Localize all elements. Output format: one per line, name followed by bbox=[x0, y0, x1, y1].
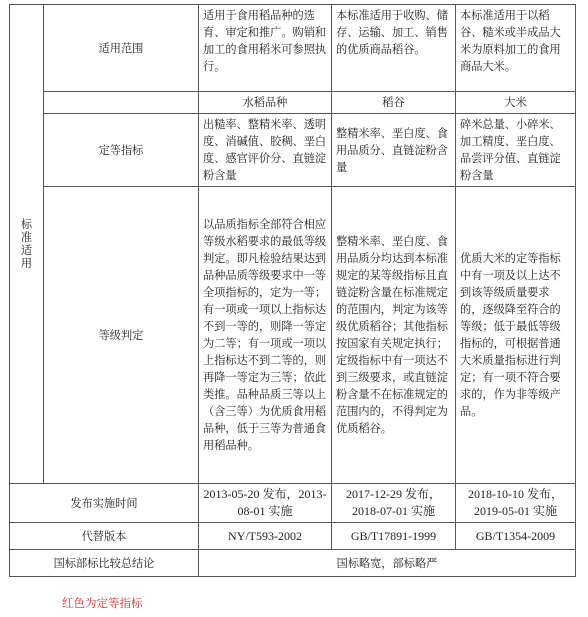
conclusion-row bbox=[10, 550, 576, 577]
grading-indicators-rice: 碎米总量、小碎米、加工精度、垩白度、品尝评分值、直链淀粉含量 bbox=[456, 114, 576, 187]
scope-label: 适用范围 bbox=[44, 5, 199, 92]
group-label: 标准适用 bbox=[20, 218, 33, 270]
scope-variety: 适用于食用稻品种的选育、审定和推广。购销和加工的食用稻米可参照执行。 bbox=[199, 5, 332, 92]
grade-judgment-paddy: 整精米率、垩白度、食用品质分均达到本标准规定的某等级指标且直链淀粉含量在标准规定的范围内，判定为该等级优质稻谷；其他指标按国家有关规定执行；定级指标中有一项达不到三级要求，或直链淀粉含量不在标准规定的范围内的，不得判定为优质稻谷。 bbox=[332, 187, 456, 484]
header-variety: 水稻品种 bbox=[199, 92, 332, 114]
grade-judgment-label: 等级判定 bbox=[44, 187, 199, 484]
release-rice: 2018-10-10 发布，2019-05-01 实施 bbox=[456, 484, 576, 523]
group-label-cell bbox=[10, 5, 44, 484]
replaced-rice: GB/T1354-2009 bbox=[456, 523, 576, 550]
replaced-paddy: GB/T17891-1999 bbox=[332, 523, 456, 550]
grade-judgment-rice: 优质大米的定等指标中有一项及以上达不到该等级质量要求的，逐级降至符合的等级；低于最低等级指标的，可根据普通大米质量指标进行判定；有一项不符合要求的，作为非等级产品。 bbox=[456, 187, 576, 484]
standards-comparison-table bbox=[9, 4, 576, 577]
grading-indicators-paddy: 整精米率、垩白度、食用品质分、直链淀粉含量 bbox=[332, 114, 456, 187]
header-empty-cell bbox=[44, 92, 199, 114]
header-paddy: 稻谷 bbox=[332, 92, 456, 114]
scope-rice: 本标准适用于以稻谷、糙米或半成品大米为原料加工的食用商品大米。 bbox=[456, 5, 576, 92]
release-label: 发布实施时间 bbox=[10, 484, 199, 523]
scope-row bbox=[10, 5, 576, 92]
scope-paddy: 本标准适用于收购、储存、运输、加工、销售的优质商品稻谷。 bbox=[332, 5, 456, 92]
replaced-label: 代替版本 bbox=[10, 523, 199, 550]
conclusion-value: 国标略宽，部标略严 bbox=[199, 550, 576, 577]
note-text: 红色为定等指标 bbox=[62, 596, 143, 610]
header-rice: 大米 bbox=[456, 92, 576, 114]
release-variety: 2013-05-20 发布，2013-08-01 实施 bbox=[199, 484, 332, 523]
header-row bbox=[10, 92, 576, 114]
release-paddy: 2017-12-29 发布，2018-07-01 实施 bbox=[332, 484, 456, 523]
grading-indicators-row bbox=[10, 114, 576, 187]
release-row bbox=[10, 484, 576, 523]
grade-judgment-row bbox=[10, 187, 576, 484]
grading-indicators-variety: 出糙率、整精米率、透明度、消碱值、胶稠、垩白度、感官评价分、直链淀粉含量 bbox=[199, 114, 332, 187]
grade-judgment-variety: 以品质指标全部符合相应等级水稻要求的最低等级判定。即凡检验结果达到品种品质等级要求中一等全项指标的，定为一等；有一项或一项以上指标达不到一等的，则降一等定为二等；有一项或一项以上指标达不到二等的，则再降一等定为三等；依此类推。品种品质三等以上（含三等）为优质食用稻品种，低于三等为普通食用稻品种。 bbox=[199, 187, 332, 484]
grading-indicators-label: 定等指标 bbox=[44, 114, 199, 187]
replaced-variety: NY/T593-2002 bbox=[199, 523, 332, 550]
conclusion-label: 国标部标比较总结论 bbox=[10, 550, 199, 577]
replaced-row bbox=[10, 523, 576, 550]
